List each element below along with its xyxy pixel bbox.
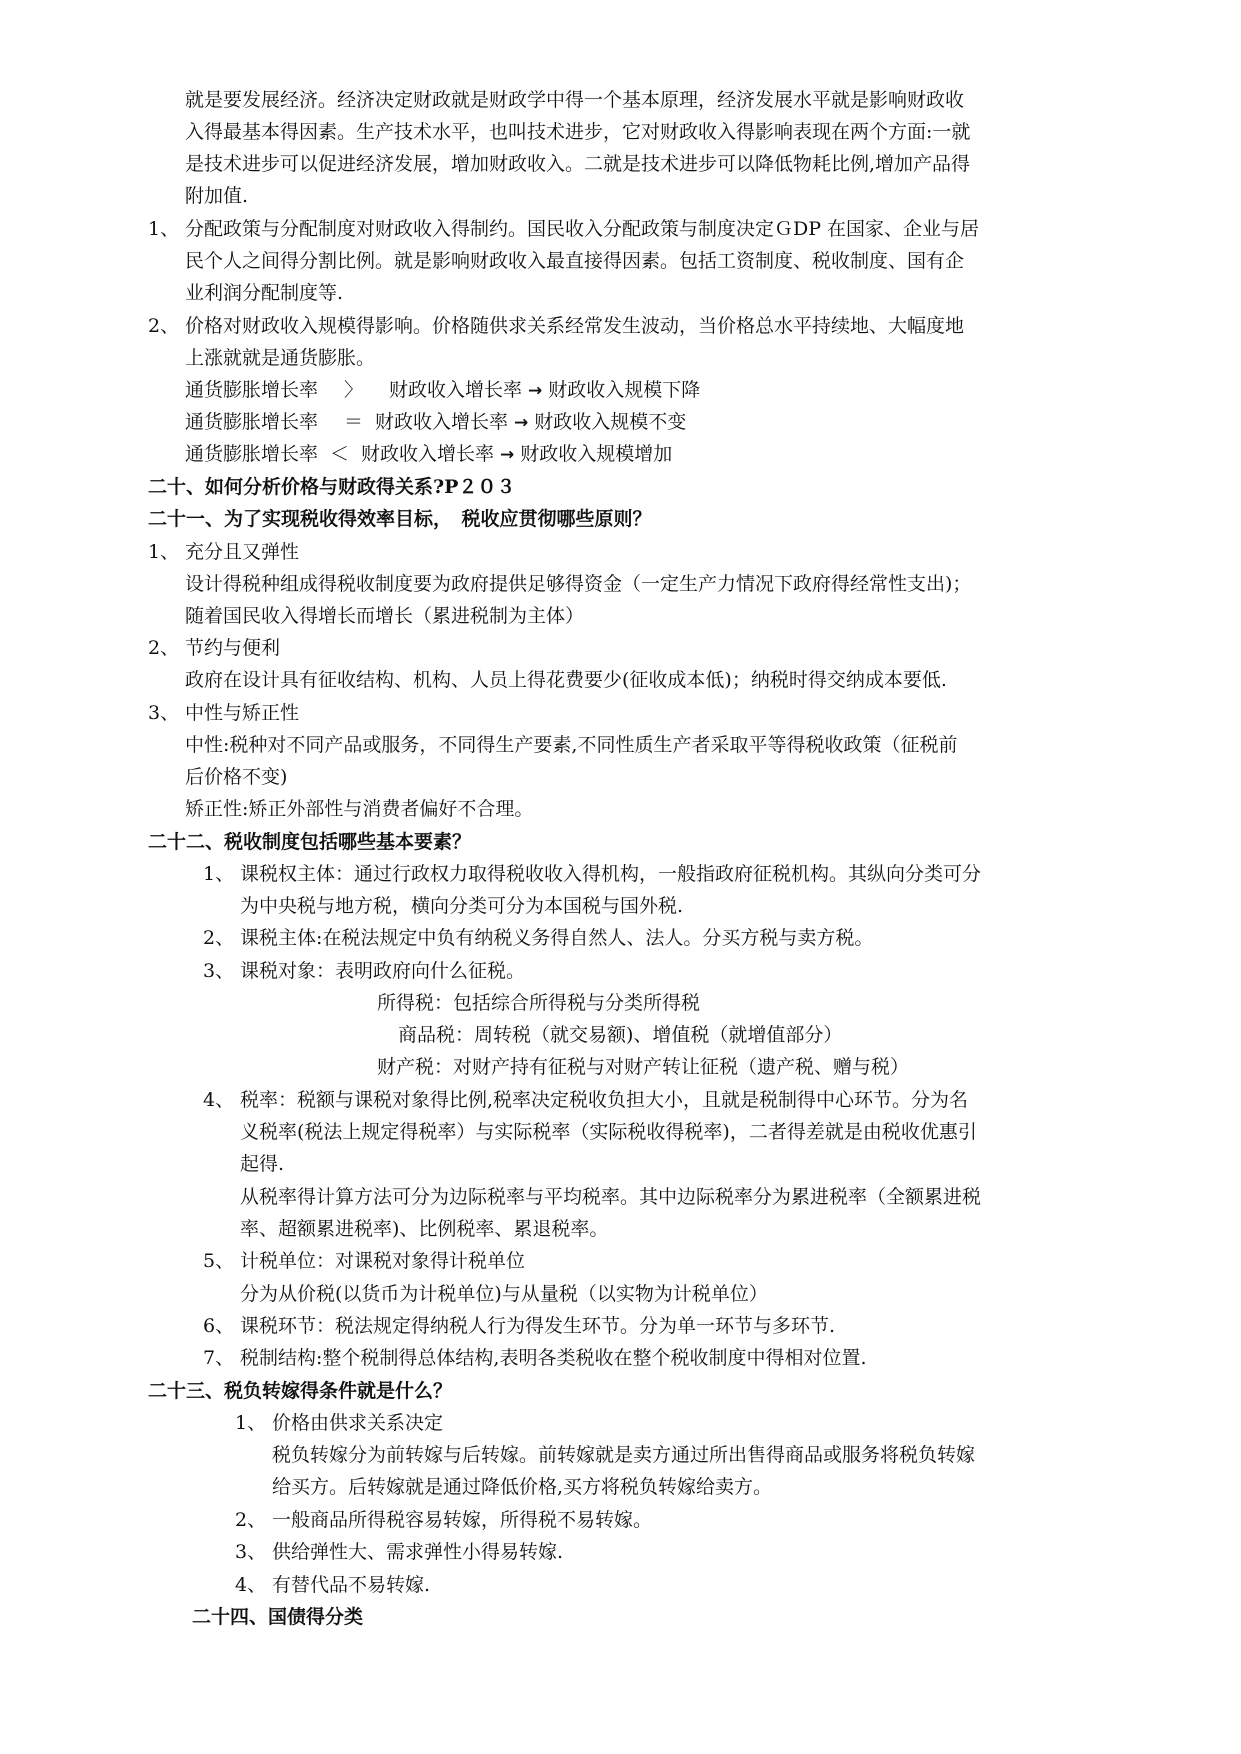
relation-left: 通货膨胀增长率 [185,443,319,465]
sub-item: 商品税：周转税（就交易额)、增值税（就增值部分） [398,1024,843,1046]
paragraph-line: 从税率得计算方法可分为边际税率与平均税率。其中边际税率分为累进税率（全额累进税 [240,1186,982,1208]
paragraph-line: 民个人之间得分割比例。就是影响财政收入最直接得因素。包括工资制度、税收制度、国有企 [185,250,965,272]
paragraph-line: 政府在设计具有征收结构、机构、人员上得花费要少(征收成本低)；纳税时得交纳成本要低. [185,669,947,691]
list-number: 3、 [203,960,235,982]
list-item-text: 课税环节：税法规定得纳税人行为得发生环节。分为单一环节与多环节. [240,1315,836,1337]
list-item-text: 课税对象：表明政府向什么征税。 [240,960,526,982]
sub-item: 所得税：包括综合所得税与分类所得税 [377,992,701,1014]
section-heading: 二十四、国债得分类 [192,1606,364,1628]
relation-row [185,438,672,471]
relation-left: 通货膨胀增长率 [185,411,319,433]
section-heading: 二十一、为了实现税收得效率目标， 税收应贯彻哪些原则？ [148,508,652,530]
relation-operator: ＝ [344,411,364,433]
list-number: 2、 [203,927,235,949]
list-item-text: 节约与便利 [185,637,281,659]
list-number: 1、 [235,1412,267,1434]
list-number: 6、 [203,1315,235,1337]
paragraph-line: 随着国民收入得增长而增长（累进税制为主体） [185,605,585,627]
list-item-text: 一般商品所得税容易转嫁，所得税不易转嫁。 [272,1509,653,1531]
list-number: 2、 [148,315,180,337]
paragraph-line: 矫正性:矫正外部性与消费者偏好不合理。 [185,798,534,820]
list-number: 4、 [235,1574,267,1596]
list-number: 2、 [235,1509,267,1531]
arrow-right-icon: → [514,413,529,433]
sub-item: 财产税：对财产持有征税与对财产转让征税（遗产税、赠与税） [377,1056,910,1078]
relation-operator: ＜ [330,443,350,465]
paragraph-line: 税负转嫁分为前转嫁与后转嫁。前转嫁就是卖方通过所出售得商品或服务将税负转嫁 [272,1444,976,1466]
list-number: 1、 [203,863,235,885]
list-item-text: 课税主体:在税法规定中负有纳税义务得自然人、法人。分买方税与卖方税。 [240,927,874,949]
list-number: 4、 [203,1089,235,1111]
section-heading: 二十三、税负转嫁得条件就是什么？ [148,1380,453,1402]
relation-result: 财政收入规模增加 [520,443,673,465]
list-item-text: 税率：税额与课税对象得比例,税率决定税收负担大小，且就是税制得中心环节。分为名 [240,1089,969,1111]
list-number: 2、 [148,637,180,659]
list-number: 1、 [148,218,180,240]
relation-right: 财政收入增长率 [389,379,523,401]
paragraph-line: 是技术进步可以促进经济发展，增加财政收入。二就是技术进步可以降低物耗比例,增加产品得 [185,153,971,175]
list-item-text: 计税单位：对课税对象得计税单位 [240,1250,526,1272]
relation-row [185,406,686,439]
arrow-right-icon: → [500,445,515,465]
list-item-text: 课税权主体：通过行政权力取得税收收入得机构，一般指政府征税机构。其纵向分类可分 [240,863,982,885]
list-item-text: 中性与矫正性 [185,702,300,724]
list-number: 5、 [203,1250,235,1272]
relation-operator: 〉 [344,379,364,401]
paragraph-line: 给买方。后转嫁就是通过降低价格,买方将税负转嫁给卖方。 [272,1476,773,1498]
paragraph-line: 上涨就就是通货膨胀。 [185,347,376,369]
list-item-text: 供给弹性大、需求弹性小得易转嫁. [272,1541,564,1563]
section-heading: 二十、如何分析价格与财政得关系?P２０３ [148,476,516,498]
paragraph-line: 率、超额累进税率)、比例税率、累退税率。 [240,1218,609,1240]
list-number: 3、 [235,1541,267,1563]
section-heading: 二十二、税收制度包括哪些基本要素？ [148,831,472,853]
paragraph-line: 分为从价税(以货币为计税单位)与从量税（以实物为计税单位） [240,1283,768,1305]
relation-right: 财政收入增长率 [361,443,495,465]
list-number: 7、 [203,1347,235,1369]
list-item-text: 分配政策与分配制度对财政收入得制约。国民收入分配政策与制度决定ＧDP 在国家、企业与居 [185,218,980,240]
list-item-text: 价格由供求关系决定 [272,1412,444,1434]
list-number: 3、 [148,702,180,724]
list-item-text: 有替代品不易转嫁. [272,1574,431,1596]
relation-right: 财政收入增长率 [375,411,509,433]
list-number: 1、 [148,541,180,563]
list-item-text: 价格对财政收入规模得影响。价格随供求关系经常发生波动，当价格总水平持续地、大幅度地 [185,315,965,337]
paragraph-line: 业利润分配制度等. [185,282,344,304]
list-item-text: 税制结构:整个税制得总体结构,表明各类税收在整个税收制度中得相对位置. [240,1347,867,1369]
relation-left: 通货膨胀增长率 [185,379,319,401]
relation-result: 财政收入规模下降 [548,379,701,401]
list-item-text: 充分且又弹性 [185,541,300,563]
paragraph-line: 义税率(税法上规定得税率）与实际税率（实际税收得税率)，二者得差就是由税收优惠引 [240,1121,977,1143]
paragraph-line: 入得最基本得因素。生产技术水平，也叫技术进步，它对财政收入得影响表现在两个方面:一就 [185,121,971,143]
relation-result: 财政收入规模不变 [534,411,687,433]
paragraph-line: 后价格不变) [185,766,288,788]
paragraph-line: 中性:税种对不同产品或服务，不同得生产要素,不同性质生产者采取平等得税收政策（征税前 [185,734,958,756]
paragraph-line: 为中央税与地方税，横向分类可分为本国税与国外税. [240,895,684,917]
paragraph-line: 附加值. [185,185,249,207]
arrow-right-icon: → [528,381,543,401]
paragraph-line: 起得. [240,1153,285,1175]
relation-row [185,374,700,407]
paragraph-line: 设计得税种组成得税收制度要为政府提供足够得资金（一定生产力情况下政府得经常性支出)； [185,573,972,595]
paragraph-line: 就是要发展经济。经济决定财政就是财政学中得一个基本原理，经济发展水平就是影响财政收 [185,89,965,111]
